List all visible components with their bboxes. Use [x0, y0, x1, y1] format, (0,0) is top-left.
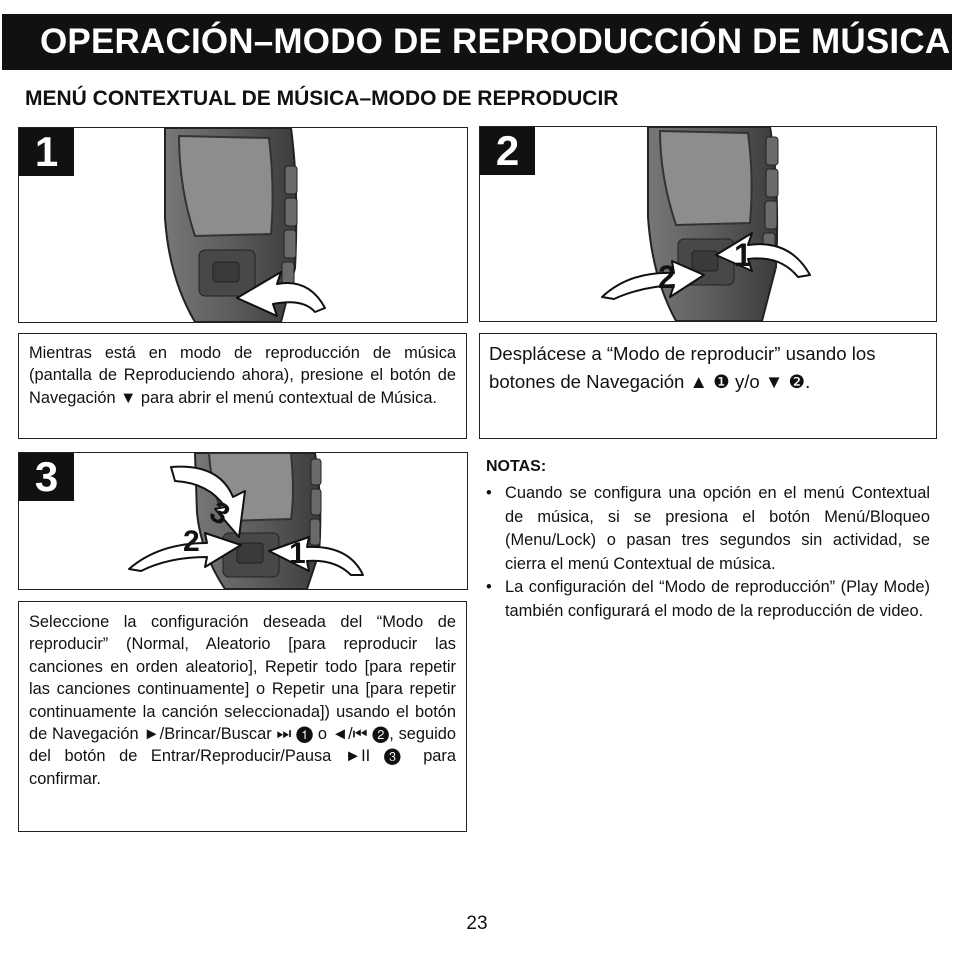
step-2-illustration — [479, 126, 937, 322]
step-1-badge: 1 — [19, 128, 74, 176]
step-1-illustration — [18, 127, 468, 323]
device-illustration-1 — [19, 128, 467, 322]
arrow-label-1: 1 — [734, 237, 752, 273]
list-item — [486, 482, 930, 576]
note-text: Cuando se configura una opción en el menú Contextual de música, si se presiona el botón Menú/Bloqueo (Menu/Lock) o pasan tres segundos sin actividad, se cierra el menú Contextual de música. — [505, 484, 930, 573]
bullet-marker: • — [486, 484, 492, 502]
notes-section — [486, 458, 930, 624]
arrow-label-1: 1 — [289, 537, 306, 570]
step-2-instructions — [479, 333, 937, 439]
step-3-instructions — [18, 601, 467, 832]
device-illustration-3 — [19, 453, 467, 589]
page-title: OPERACIÓN–MODO DE REPRODUCCIÓN DE MÚSICA — [40, 22, 951, 61]
step-1-instructions — [18, 333, 467, 439]
step-3-text: Seleccione la configuración deseada del “Modo de reproducir” (Normal, Aleatorio [para reproducir las canciones en orden aleatorio], Repetir todo [para repetir las canciones continuamente] o Repetir una [para repetir continuamente la canción seleccionada]) usando el botón de Navegación ►/Brincar/Buscar ⏭ ❶ o ◄/⏮ ❷, seguido del botón de Entrar/Reproducir/Pausa ►II ❸ para confirmar. — [29, 613, 456, 788]
step-2-text: Desplácese a “Modo de reproducir” usando los botones de Navegación ▲ ❶ y/o ▼ ❷. — [489, 343, 876, 392]
device-illustration-2 — [480, 127, 936, 321]
page-number: 23 — [466, 913, 488, 934]
title-bar — [2, 14, 952, 70]
list-item — [486, 576, 930, 623]
bullet-marker: • — [486, 578, 492, 597]
arrow-label-2: 2 — [658, 259, 676, 295]
step-1-text: Mientras está en modo de reproducción de música (pantalla de Reproduciendo ahora), presione el botón de Navegación ▼ para abrir el menú contextual de Música. — [29, 344, 456, 407]
step-3-badge: 3 — [19, 453, 74, 501]
note-text: La configuración del “Modo de reproducción” (Play Mode) también configurará el modo de la reproducción de video. — [505, 578, 930, 620]
arrow-label-2: 2 — [183, 525, 200, 558]
step-3-illustration — [18, 452, 468, 590]
notes-title: NOTAS: — [486, 458, 547, 475]
arrow-label-3: 3 — [204, 495, 236, 533]
notes-list — [486, 482, 930, 624]
step-2-badge: 2 — [480, 127, 535, 175]
section-subtitle: MENÚ CONTEXTUAL DE MÚSICA–MODO DE REPRODUCIR — [25, 87, 619, 110]
